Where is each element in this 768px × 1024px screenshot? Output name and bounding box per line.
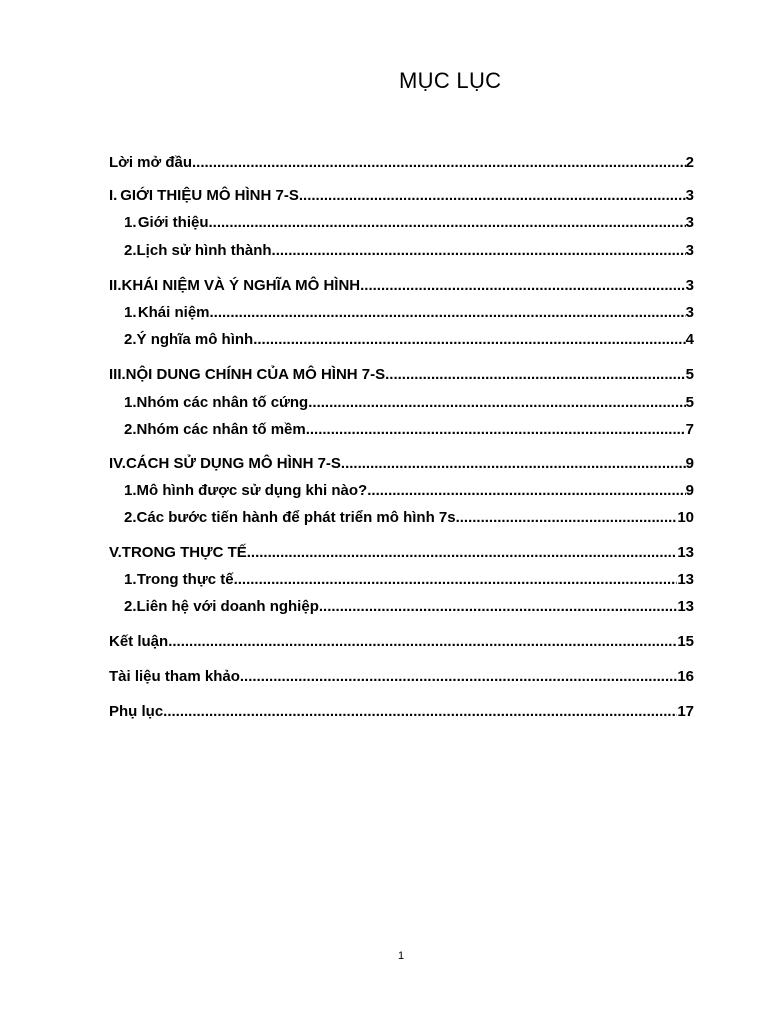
- toc-entry-label: Ý nghĩa mô hình: [136, 331, 254, 348]
- toc-entry-number: II.: [109, 277, 122, 294]
- toc-entry-page: 3: [685, 187, 694, 204]
- toc-entry-label: KHÁI NIỆM VÀ Ý NGHĨA MÔ HÌNH: [121, 277, 361, 294]
- toc-entry-page: 17: [677, 703, 694, 720]
- toc-entry-page: 13: [677, 571, 694, 588]
- toc-dot-leader: [247, 543, 678, 563]
- toc-dot-leader: [306, 420, 686, 440]
- toc-entry-label: Các bước tiến hành để phát triển mô hình 7s: [136, 509, 456, 526]
- toc-entry-label: Kết luận: [109, 633, 169, 650]
- toc-dot-leader: [308, 393, 685, 413]
- toc-dot-leader: [168, 632, 677, 652]
- toc-dot-leader: [385, 365, 686, 385]
- toc-dot-leader: [360, 276, 686, 296]
- toc-entry-number: 1.: [124, 571, 137, 588]
- toc-entry-section-1-1[interactable]: [124, 213, 694, 233]
- page-number: 1: [397, 950, 405, 962]
- toc-entry-label: TRONG THỰC TẾ: [121, 544, 247, 561]
- toc-dot-leader: [367, 481, 685, 501]
- toc-entry-references[interactable]: [109, 667, 694, 687]
- toc-entry-page: 13: [677, 598, 694, 615]
- toc-entry-page: 3: [685, 304, 694, 321]
- toc-entry-label: Tài liệu tham khảo: [109, 668, 240, 685]
- toc-entry-section-4[interactable]: [109, 454, 694, 474]
- toc-entry-label: Trong thực tế: [136, 571, 234, 588]
- toc-entry-label: Nhóm các nhân tố cứng: [136, 394, 309, 411]
- toc-dot-leader: [240, 667, 677, 687]
- toc-entry-intro[interactable]: [109, 153, 694, 173]
- toc-entry-number: 2.: [124, 331, 137, 348]
- toc-entry-number: 1.: [124, 482, 137, 499]
- toc-entry-section-2[interactable]: [109, 276, 694, 296]
- toc-dot-leader: [299, 186, 686, 206]
- toc-entry-section-1[interactable]: [109, 186, 694, 206]
- toc-entry-section-5[interactable]: [109, 543, 694, 563]
- toc-dot-leader: [272, 241, 686, 261]
- toc-entry-page: 7: [685, 421, 694, 438]
- toc-entry-section-5-2[interactable]: [124, 597, 694, 617]
- toc-entry-page: 4: [685, 331, 694, 348]
- toc-entry-number: 2.: [124, 421, 137, 438]
- toc-dot-leader: [163, 702, 677, 722]
- toc-entry-number: 2.: [124, 598, 137, 615]
- toc-dot-leader: [319, 597, 677, 617]
- toc-entry-label: Khái niệm: [137, 304, 210, 321]
- toc-dot-leader: [234, 570, 678, 590]
- toc-entry-label: NỘI DUNG CHÍNH CỦA MÔ HÌNH 7-S: [125, 366, 386, 383]
- toc-entry-page: 2: [685, 154, 694, 171]
- toc-entry-section-2-2[interactable]: [124, 330, 694, 350]
- toc-entry-appendix[interactable]: [109, 702, 694, 722]
- toc-entry-label: Nhóm các nhân tố mềm: [136, 421, 306, 438]
- toc-entry-page: 3: [685, 277, 694, 294]
- toc-entry-label: Lịch sử hình thành: [136, 242, 272, 259]
- toc-entry-label: CÁCH SỬ DỤNG MÔ HÌNH 7-S: [125, 455, 341, 472]
- toc-entry-page: 15: [677, 633, 694, 650]
- toc-entry-section-1-2[interactable]: [124, 241, 694, 261]
- toc-entry-section-3-1[interactable]: [124, 393, 694, 413]
- toc-dot-leader: [456, 508, 678, 528]
- toc-entry-page: 9: [685, 455, 694, 472]
- toc-dot-leader: [253, 330, 685, 350]
- toc-entry-number: I.: [109, 187, 118, 204]
- toc-entry-page: 16: [677, 668, 694, 685]
- toc-entry-page: 5: [685, 394, 694, 411]
- toc-entry-section-4-2[interactable]: [124, 508, 694, 528]
- toc-entry-page: 5: [685, 366, 694, 383]
- page-title: MỤC LỤC: [399, 68, 502, 93]
- toc-dot-leader: [210, 303, 686, 323]
- toc-entry-label: Phụ lục: [109, 703, 164, 720]
- toc-entry-section-2-1[interactable]: [124, 303, 694, 323]
- toc-entry-page: 13: [677, 544, 694, 561]
- toc-entry-number: 1.: [124, 394, 137, 411]
- toc-entry-number: 1.: [124, 304, 137, 321]
- toc-entry-label: Lời mở đầu: [109, 154, 192, 171]
- toc-entry-label: Mô hình được sử dụng khi nào?: [136, 482, 368, 499]
- toc-entry-section-3[interactable]: [109, 365, 694, 385]
- toc-entry-section-3-2[interactable]: [124, 420, 694, 440]
- toc-dot-leader: [341, 454, 686, 474]
- toc-entry-label: Liên hệ với doanh nghiệp: [136, 598, 319, 615]
- toc-entry-number: III.: [109, 366, 126, 383]
- toc-entry-page: 9: [685, 482, 694, 499]
- toc-entry-number: IV.: [109, 455, 126, 472]
- toc-entry-number: V.: [109, 544, 122, 561]
- toc-entry-conclusion[interactable]: [109, 632, 694, 652]
- toc-dot-leader: [192, 153, 686, 173]
- toc-entry-page: 3: [685, 242, 694, 259]
- toc-dot-leader: [209, 213, 686, 233]
- toc-entry-number: 2.: [124, 509, 137, 526]
- toc-entry-label: GIỚI THIỆU MÔ HÌNH 7-S: [120, 187, 299, 204]
- toc-entry-section-4-1[interactable]: [124, 481, 694, 501]
- toc-entry-number: 2.: [124, 242, 137, 259]
- toc-entry-label: Giới thiệu: [137, 214, 209, 231]
- toc-entry-page: 3: [685, 214, 694, 231]
- toc-entry-section-5-1[interactable]: [124, 570, 694, 590]
- toc-entry-number: 1.: [124, 214, 137, 231]
- toc-entry-page: 10: [677, 509, 694, 526]
